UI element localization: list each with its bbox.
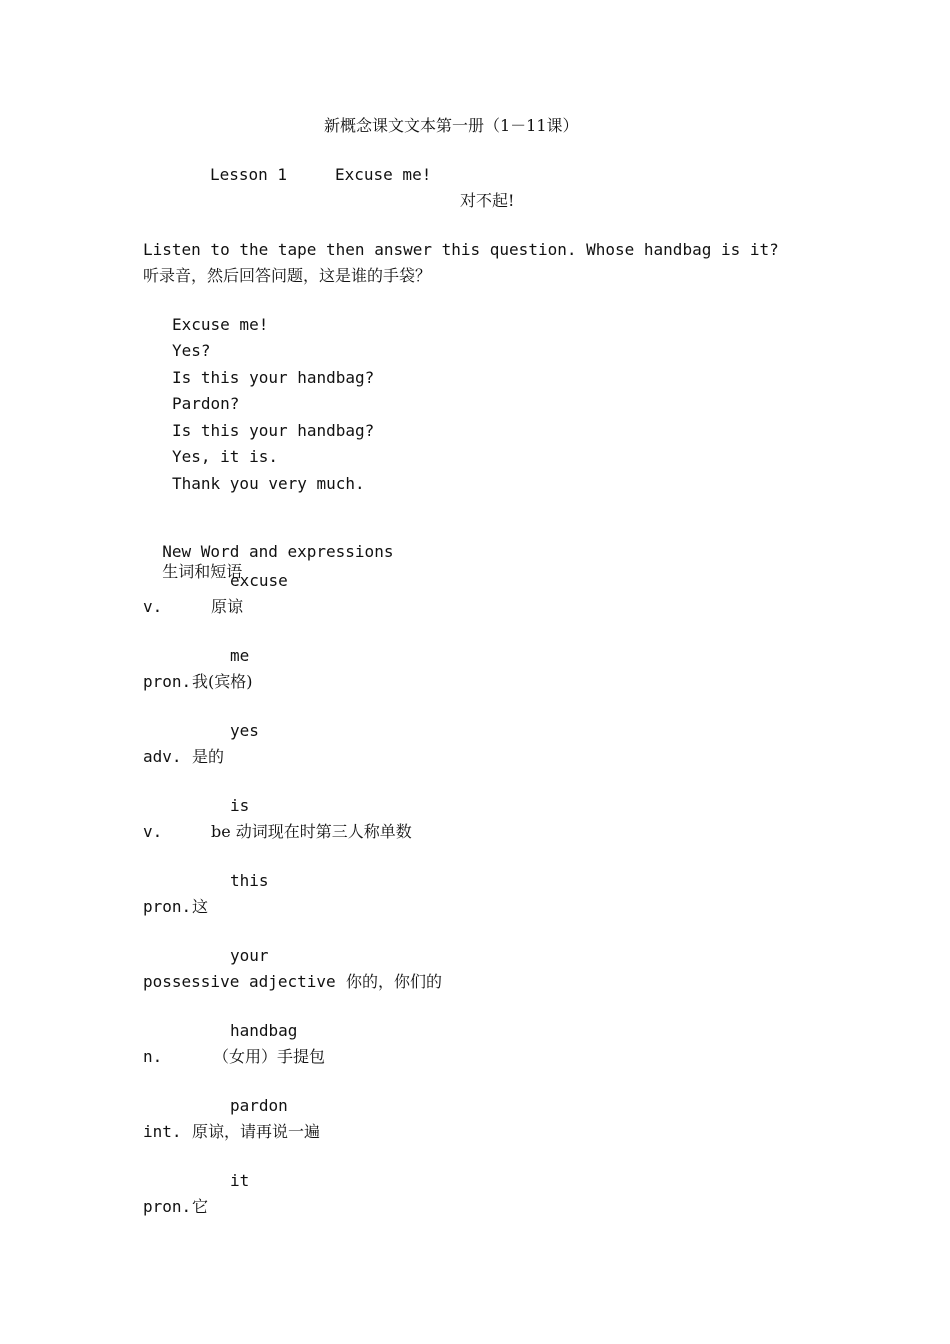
dialogue-line: Pardon? xyxy=(172,394,240,413)
vocab-pos: n. xyxy=(143,1047,163,1066)
vocab-pos: pron. xyxy=(143,672,192,691)
vocab-meaning: （女用）手提包 xyxy=(213,1047,326,1066)
vocab-meaning: 你的，你们的 xyxy=(346,972,443,991)
vocab-word: pardon xyxy=(230,1096,288,1115)
lesson-number: Lesson 1 xyxy=(210,165,288,184)
lesson-title-cn: 对不起! xyxy=(460,191,515,210)
dialogue-line: Yes? xyxy=(172,341,211,360)
vocab-meaning: be 动词现在时第三人称单数 xyxy=(211,822,412,841)
vocab-pos: pron. xyxy=(143,1197,192,1216)
vocab-word: this xyxy=(230,871,269,890)
vocab-pos: v. xyxy=(143,597,163,616)
instruction-en: Listen to the tape then answer this question. Whose handbag is it? xyxy=(143,240,779,259)
instruction-cn: 听录音，然后回答问题，这是谁的手袋？ xyxy=(143,266,432,285)
vocab-word: your xyxy=(230,946,269,965)
dialogue-line: Thank you very much. xyxy=(172,474,365,493)
vocab-pos: adv. xyxy=(143,747,182,766)
vocab-meaning: 原谅，请再说一遍 xyxy=(192,1122,321,1141)
vocab-meaning: 是的 xyxy=(192,747,225,766)
dialogue-line: Excuse me! xyxy=(172,315,269,334)
vocab-meaning: 原谅 xyxy=(211,597,244,616)
vocab-pos: possessive adjective xyxy=(143,972,336,991)
vocab-heading-cn: 生词和短语 xyxy=(162,562,243,581)
vocab-meaning: 这 xyxy=(192,897,209,916)
vocab-heading-en: New Word and expressions xyxy=(162,542,394,561)
vocab-meaning: 我(宾格) xyxy=(192,672,253,691)
dialogue-line: Yes, it is. xyxy=(172,447,278,466)
vocab-pos: int. xyxy=(143,1122,182,1141)
vocab-meaning: 它 xyxy=(192,1197,209,1216)
vocab-word: it xyxy=(230,1171,250,1190)
page-title: 新概念课文文本第一册（1－11课） xyxy=(324,116,579,135)
dialogue-line: Is this your handbag? xyxy=(172,421,375,440)
vocab-pos: pron. xyxy=(143,897,192,916)
vocab-pos: v. xyxy=(143,822,163,841)
vocab-word: yes xyxy=(230,721,259,740)
dialogue-line: Is this your handbag? xyxy=(172,368,375,387)
vocab-word: me xyxy=(230,646,250,665)
vocab-word: handbag xyxy=(230,1021,298,1040)
vocab-word: is xyxy=(230,796,250,815)
lesson-title-en: Excuse me! xyxy=(335,165,432,184)
vocab-word: excuse xyxy=(230,571,288,590)
